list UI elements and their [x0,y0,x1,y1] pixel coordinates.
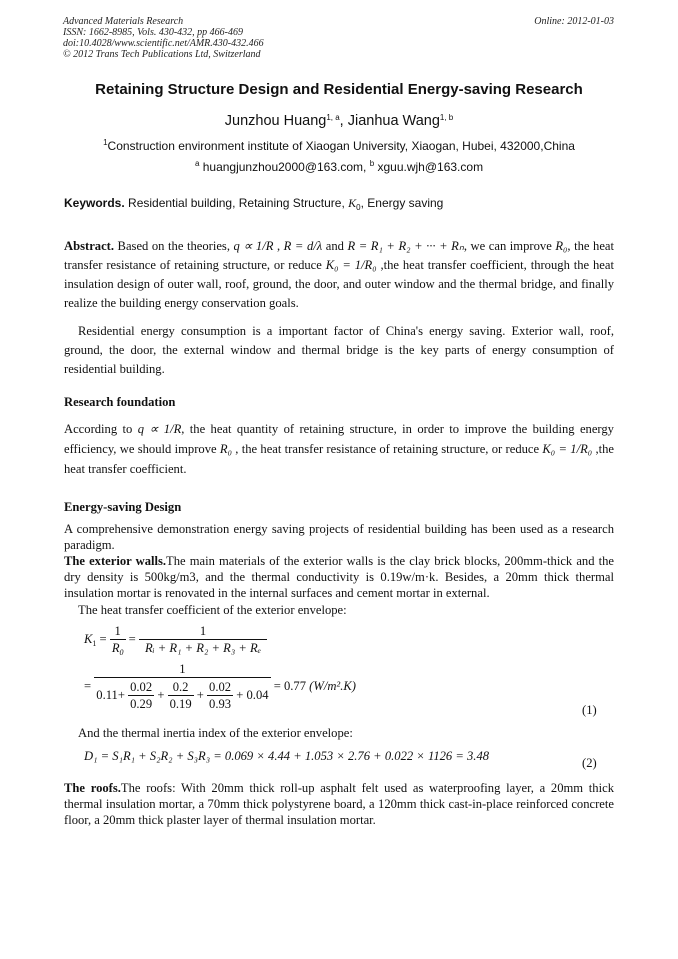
paper-title: Retaining Structure Design and Residential Energy-saving Research [95,81,583,98]
keywords-line [64,196,443,211]
equation-units: (W/m².K) [309,678,356,693]
inline-formula: q ∝ 1/R [233,239,274,253]
abstract-label: Abstract. [64,239,115,253]
paragraph-text: According to [64,422,138,436]
journal-name: Advanced Materials Research [63,16,184,27]
author-separator: , [339,113,348,129]
doi-line: doi:10.4028/www.scientific.net/AMR.430-432.466 [63,38,264,49]
author-name: Jianhua Wang [347,113,440,129]
email-link[interactable]: huangjunzhou2000@163.com, [199,160,370,174]
inline-formula: K₀ = 1/R₀ [542,442,593,456]
exterior-walls-label: The exterior walls. [64,554,167,568]
inertia-intro: And the thermal inertia index of the exterior envelope: [78,726,353,740]
paragraph-text: , the heat transfer resistance of retaining structure, or reduce [231,442,543,456]
keywords-label: Keywords. [64,196,125,210]
equation-1-line-2 [84,662,356,712]
fraction [128,680,154,712]
author-name: Junzhou Huang [224,113,327,129]
coefficient-intro: The heat transfer coefficient of the exterior envelope: [78,603,347,617]
equation-1-line-1 [84,624,267,656]
affiliation-text: Construction environment institute of Xiaogan University, Xiaogan, Hubei, 432000,China [107,139,575,153]
fraction [139,624,267,656]
email-superscript: a [194,159,200,168]
equation-term: + 0.04 [236,687,269,702]
equation-result: = 0.77 [273,678,306,693]
abstract-text: and [322,239,348,253]
equation-operator: = [84,678,92,693]
paragraph-text: , the heat quantity of retaining structure, in order to improve the building energy efficiency, we should improve [64,422,614,456]
fraction-denominator: 0.29 [130,697,153,711]
fraction [168,680,194,712]
fraction-numerator: 0.2 [172,680,189,694]
fraction-denominator [94,677,270,712]
online-date: Online: 2012-01-03 [534,16,614,27]
equation-symbol: K [84,631,93,646]
abstract-paragraph [64,237,614,313]
fraction-numerator: 1 [199,624,207,638]
section-heading-energy-saving: Energy-saving Design [64,500,182,514]
inline-formula: R₀ [555,239,568,253]
copyright-line: © 2012 Trans Tech Publications Ltd, Switzerland [63,49,261,60]
fraction-numerator: 1 [114,624,121,638]
author-superscript: 1, b [439,113,454,122]
journal-header [63,16,264,60]
keyword-symbol: K [348,196,357,210]
affiliation-superscript: 1 [103,138,108,147]
abstract-text: ,the heat transfer coefficient, through the heat insulation design of outer wall, roof, ground, the door, and outer window and the thermal bridge, and finally realize the building energy conservation goals. [64,258,614,310]
keywords-text: Residential building, Retaining Structure, [124,196,349,210]
energy-saving-intro: A comprehensive demonstration energy saving projects of residential building has been used as a research paradigm. [64,522,614,552]
equation-term: 0.11+ [96,687,125,702]
email-line [0,160,678,174]
abstract-text: Based on the theories, [114,239,234,253]
inline-formula: R = d/λ [283,239,323,253]
fraction [94,662,270,712]
affiliation [0,139,678,153]
keyword-symbol-subscript: 0 [356,203,361,212]
abstract-text: , [273,239,284,253]
exterior-walls-paragraph [64,553,614,601]
exterior-walls-text: The main materials of the exterior walls is the clay brick blocks, 200mm-thick and the dry density is 500kg/m3, and the thermal conductivity is 0.19w/m·k. Besides, a 20mm thick thermal insulation mortar is renovated in the internal surfaces and cement mortar in external. [64,554,614,600]
inline-formula: K₀ = 1/R₀ [325,258,377,272]
roofs-paragraph [64,780,614,828]
keywords-text: , Energy saving [360,196,444,210]
equation-operator: = [96,631,110,646]
fraction-denominator: 0.93 [209,697,232,711]
intro-paragraph: Residential energy consumption is a important factor of China's energy saving. Exterior wall, roof, ground, the door, the external window and thermal bridge is the key parts of energy consumption of residential building. [64,324,614,376]
fraction-numerator: 0.02 [130,680,153,694]
equation-number: (2) [582,756,597,770]
fraction [110,624,126,656]
section-heading-research-foundation: Research foundation [64,395,176,409]
research-foundation-paragraph [64,419,614,479]
inline-formula: R = R₁ + R₂ + ··· + Rₙ [347,239,464,253]
fraction-numerator: 0.02 [209,680,232,694]
author-list [0,113,678,129]
equation-subscript: 0 [119,648,124,657]
abstract-text: , we can improve [463,239,556,253]
equation-symbol: R [111,641,120,655]
inline-formula: q ∝ 1/R [137,422,182,436]
fraction-denominator: Rᵢ + R₁ + R₂ + R₃ + Rₑ [139,639,267,656]
email-superscript: b [369,159,375,168]
roofs-text: The roofs: With 20mm thick roll-up asphalt felt used as waterproofing layer, a 20mm thick thermal insulation mortar, a 70mm thick polystyrene board, a 120mm thick cast-in-place reinforced concrete floor, a 20mm thick plaster layer of thermal insulation mortar. [64,781,614,827]
abstract-text: , the heat transfer resistance of retaining structure, or reduce [64,239,615,272]
fraction [207,680,233,712]
fraction-numerator: 1 [179,662,186,676]
author-superscript: 1, a [326,113,340,122]
issn-line: ISSN: 1662-8985, Vols. 430-432, pp 466-469 [63,27,243,38]
equation-number: (1) [582,703,597,717]
email-link[interactable]: xguu.wjh@163.com [374,160,484,174]
equation-operator: + [196,687,204,702]
fraction-denominator: 0.19 [169,697,192,711]
roofs-label: The roofs. [64,781,121,795]
equation-operator: + [157,687,165,702]
equation-2: D₁ = S₁R₁ + S₂R₂ + S₃R₃ = 0.069 × 4.44 + 1.053 × 2.76 + 0.022 × 1126 = 3.48 [84,749,490,763]
equation-operator: = [128,631,139,646]
paragraph-text: ,the heat transfer coefficient. [64,442,614,476]
fraction-denominator [110,639,126,656]
inline-formula: R₀ [219,442,232,456]
equation-subscript: 1 [92,638,97,648]
